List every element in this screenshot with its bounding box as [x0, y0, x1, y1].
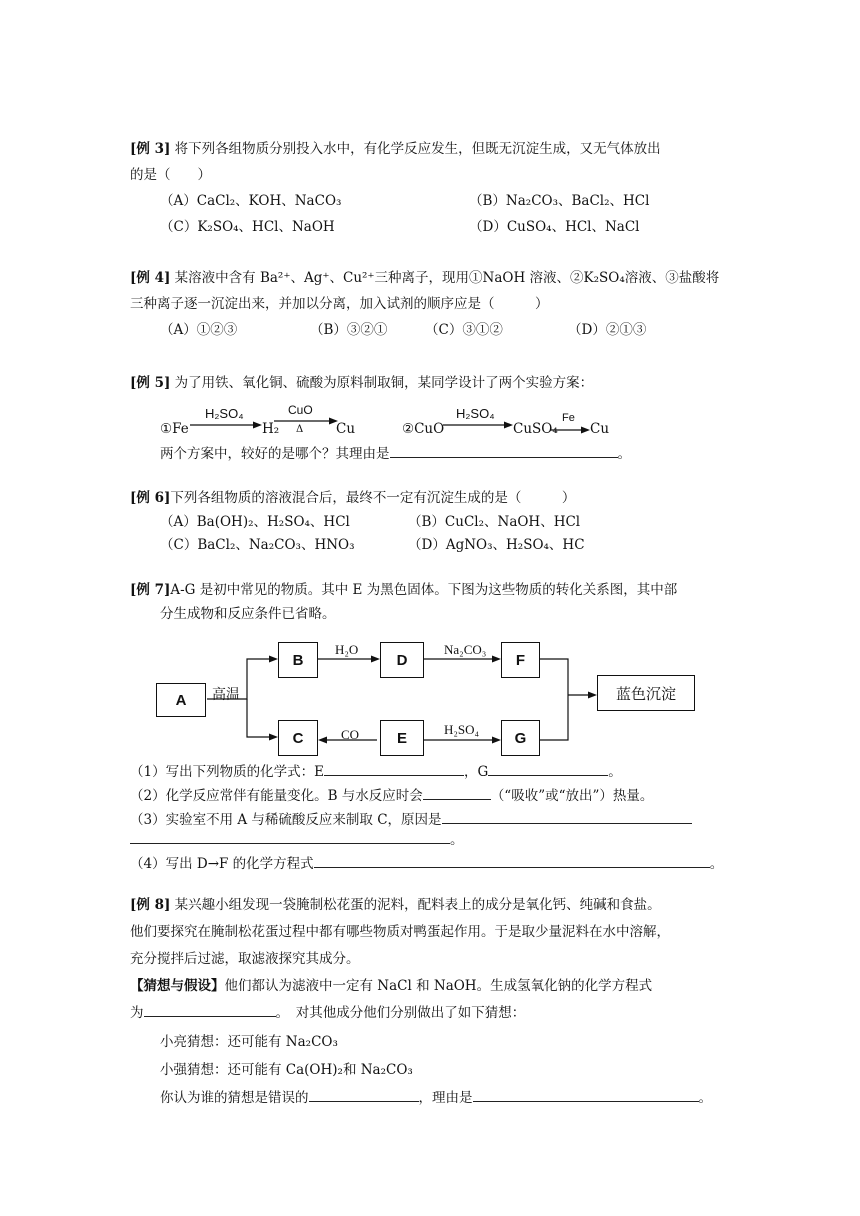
ex7-q1-blank-g[interactable] [488, 761, 608, 776]
ex8-which-text: 你认为谁的猜想是错误的 [160, 1090, 309, 1106]
ex5-s1-reagent1: H₂SO₄ [205, 406, 244, 421]
ex4-option-b: （B）③②① [310, 322, 388, 338]
ex8-tag: [例 8] [130, 897, 171, 913]
ex7-q3-line2 [130, 828, 464, 848]
ex8-reason-blank[interactable] [473, 1087, 699, 1102]
ex8-equation-blank[interactable] [144, 1002, 276, 1017]
ex7-node-blue-precipitate: 蓝色沉淀 [597, 675, 695, 711]
ex4-stem2: 三种离子逐一沉淀出来，并加以分离，加入试剂的顺序应是（ ） [130, 296, 549, 312]
ex7-q3-end: 。 [450, 832, 464, 848]
ex3-stem2: 的是（ ） [130, 167, 211, 183]
ex7-tag: [例 7] [130, 582, 171, 598]
ex7-q4-text: （4）写出 D→F 的化学方程式 [130, 856, 314, 872]
ex8-hypothesis-line2 [130, 1001, 525, 1021]
ex7-label-co: CO [341, 727, 360, 742]
ex7-node-a: A [156, 683, 206, 717]
ex5-s1-heat: Δ [296, 424, 304, 435]
ex7-q2-blank[interactable] [423, 785, 491, 800]
ex4-stem1: 某溶液中含有 Ba²⁺、Ag⁺、Cu²⁺三种离子，现用①NaOH 溶液、②K₂SO₄溶液、③盐酸将 [174, 270, 720, 286]
ex5-s2-end: Cu [590, 421, 610, 437]
ex7-q4-end: 。 [709, 856, 724, 872]
ex8-hypothesis-line1 [130, 974, 652, 994]
ex7-q4-blank[interactable] [314, 853, 710, 868]
ex5-question-end: 。 [617, 446, 631, 462]
ex8-reason-text: ，理由是 [418, 1090, 473, 1106]
ex8-stem3: 充分搅拌后过滤，取滤液探究其成分。 [130, 951, 360, 967]
ex8-hyp2-text-end: 。 对其他成分他们分别做出了如下猜想： [275, 1005, 526, 1021]
ex6-option-a: （A）Ba(OH)₂、H₂SO₄、HCl [160, 514, 350, 530]
ex3-option-c: （C）K₂SO₄、HCl、NaOH [160, 219, 335, 235]
ex7-q3-blank-1[interactable] [442, 809, 692, 824]
ex4-tag: [例 4] [130, 270, 171, 286]
ex4-option-a: （A）①②③ [160, 322, 238, 338]
ex5-stem: 为了用铁、氧化铜、硫酸为原料制取铜，某同学设计了两个实验方案： [174, 375, 594, 391]
ex7-q4 [130, 852, 723, 872]
ex5-s1-mid: H₂ [262, 421, 280, 437]
ex5-tag: [例 5] [130, 375, 171, 391]
ex7-q3-blank-2[interactable] [130, 829, 450, 844]
ex8-hyp2-text: 为 [130, 1005, 144, 1021]
ex5-s1-start: ①Fe [160, 421, 189, 437]
ex7-q1-text: （1）写出下列物质的化学式：E [130, 764, 324, 780]
ex7-label-h2so4: H₂SO₄ [444, 722, 480, 737]
ex3-option-a: （A）CaCl₂、KOH、NaCO₃ [160, 193, 342, 209]
ex6-tag: [例 6] [130, 490, 171, 506]
ex7-label-na2co3: Na₂CO₃ [444, 642, 487, 657]
ex7-node-f: F [501, 642, 540, 678]
ex6-stem: 下列各组物质的溶液混合后，最终不一定有沉淀生成的是（ ） [170, 490, 576, 506]
ex3-option-d: （D）CuSO₄、HCl、NaCl [469, 219, 640, 235]
ex7-q1-text-g: ，G [463, 764, 489, 780]
ex7-q3-text: （3）实验室不用 A 与稀硫酸反应来制取 C，原因是 [130, 812, 442, 828]
ex8-which-wrong [160, 1086, 712, 1106]
ex7-stem1: A-G 是初中常见的物质。其中 E 为黑色固体。下图为这些物质的转化关系图，其中部 [170, 582, 678, 598]
ex5-s1-reagent2: CuO [288, 403, 313, 417]
ex8-hyp1: 他们都认为滤液中一定有 NaCl 和 NaOH。生成氢氧化钠的化学方程式 [224, 978, 653, 994]
ex6-option-c: （C）BaCl₂、Na₂CO₃、HNO₃ [160, 537, 355, 553]
ex7-label-h2o: H₂O [335, 642, 359, 657]
ex5-s2-reagent1: H₂SO₄ [456, 406, 495, 421]
ex6-option-d: （D）AgNO₃、H₂SO₄、HC [408, 537, 585, 553]
ex8-guess-xiaoqiang: 小强猜想：还可能有 Ca(OH)₂和 Na₂CO₃ [160, 1062, 413, 1078]
ex7-stem2: 分生成物和反应条件已省略。 [160, 606, 336, 622]
ex7-q1-end: 。 [608, 764, 622, 780]
ex8-stem-line1 [130, 893, 661, 913]
ex7-node-d: D [380, 642, 424, 678]
ex7-q3 [130, 808, 692, 828]
ex5-s2-start: ②CuO [402, 421, 445, 437]
ex7-node-b: B [278, 642, 318, 678]
ex8-stem2: 他们要探究在腌制松花蛋过程中都有哪些物质对鸭蛋起作用。于是取少量泥料在水中溶解， [130, 924, 670, 940]
ex8-who-blank[interactable] [309, 1087, 419, 1102]
ex8-guess-xiaoliang: 小亮猜想：还可能有 Na₂CO₃ [160, 1034, 338, 1050]
ex3-tag: [例 3] [130, 141, 171, 157]
ex7-q2-text-end: （“吸收”或“放出”）热量。 [490, 788, 654, 804]
ex7-q1-blank-e[interactable] [324, 761, 464, 776]
ex7-node-e: E [380, 720, 424, 756]
ex7-q2-text: （2）化学反应常伴有能量变化。B 与水反应时会 [130, 788, 423, 804]
ex5-s2-mid: CuSO₄ [513, 421, 558, 437]
ex8-stem1: 某兴趣小组发现一袋腌制松花蛋的泥料，配料表上的成分是氧化钙、纯碱和食盐。 [174, 897, 661, 913]
ex7-node-g: G [501, 720, 540, 756]
ex7-node-c: C [278, 720, 318, 756]
ex5-question-text: 两个方案中，较好的是哪个？其理由是 [160, 446, 390, 462]
ex6-option-b: （B）CuCl₂、NaOH、HCl [408, 514, 581, 530]
ex4-option-d: （D）②①③ [568, 322, 647, 338]
ex7-q1 [130, 760, 622, 780]
ex5-s2-reagent2: Fe [562, 412, 575, 424]
ex8-which-end: 。 [698, 1090, 712, 1106]
ex3-option-b: （B）Na₂CO₃、BaCl₂、HCl [469, 193, 650, 209]
ex8-hypothesis-tag: 【猜想与假设】 [130, 978, 225, 994]
ex7-q2 [130, 784, 653, 804]
ex7-label-gaowen: 高温 [212, 688, 240, 703]
ex4-option-c: （C）③①② [425, 322, 503, 338]
ex3-stem1: 将下列各组物质分别投入水中，有化学反应发生，但既无沉淀生成，又无气体放出 [174, 141, 661, 157]
ex5-s1-end: Cu [336, 421, 356, 437]
